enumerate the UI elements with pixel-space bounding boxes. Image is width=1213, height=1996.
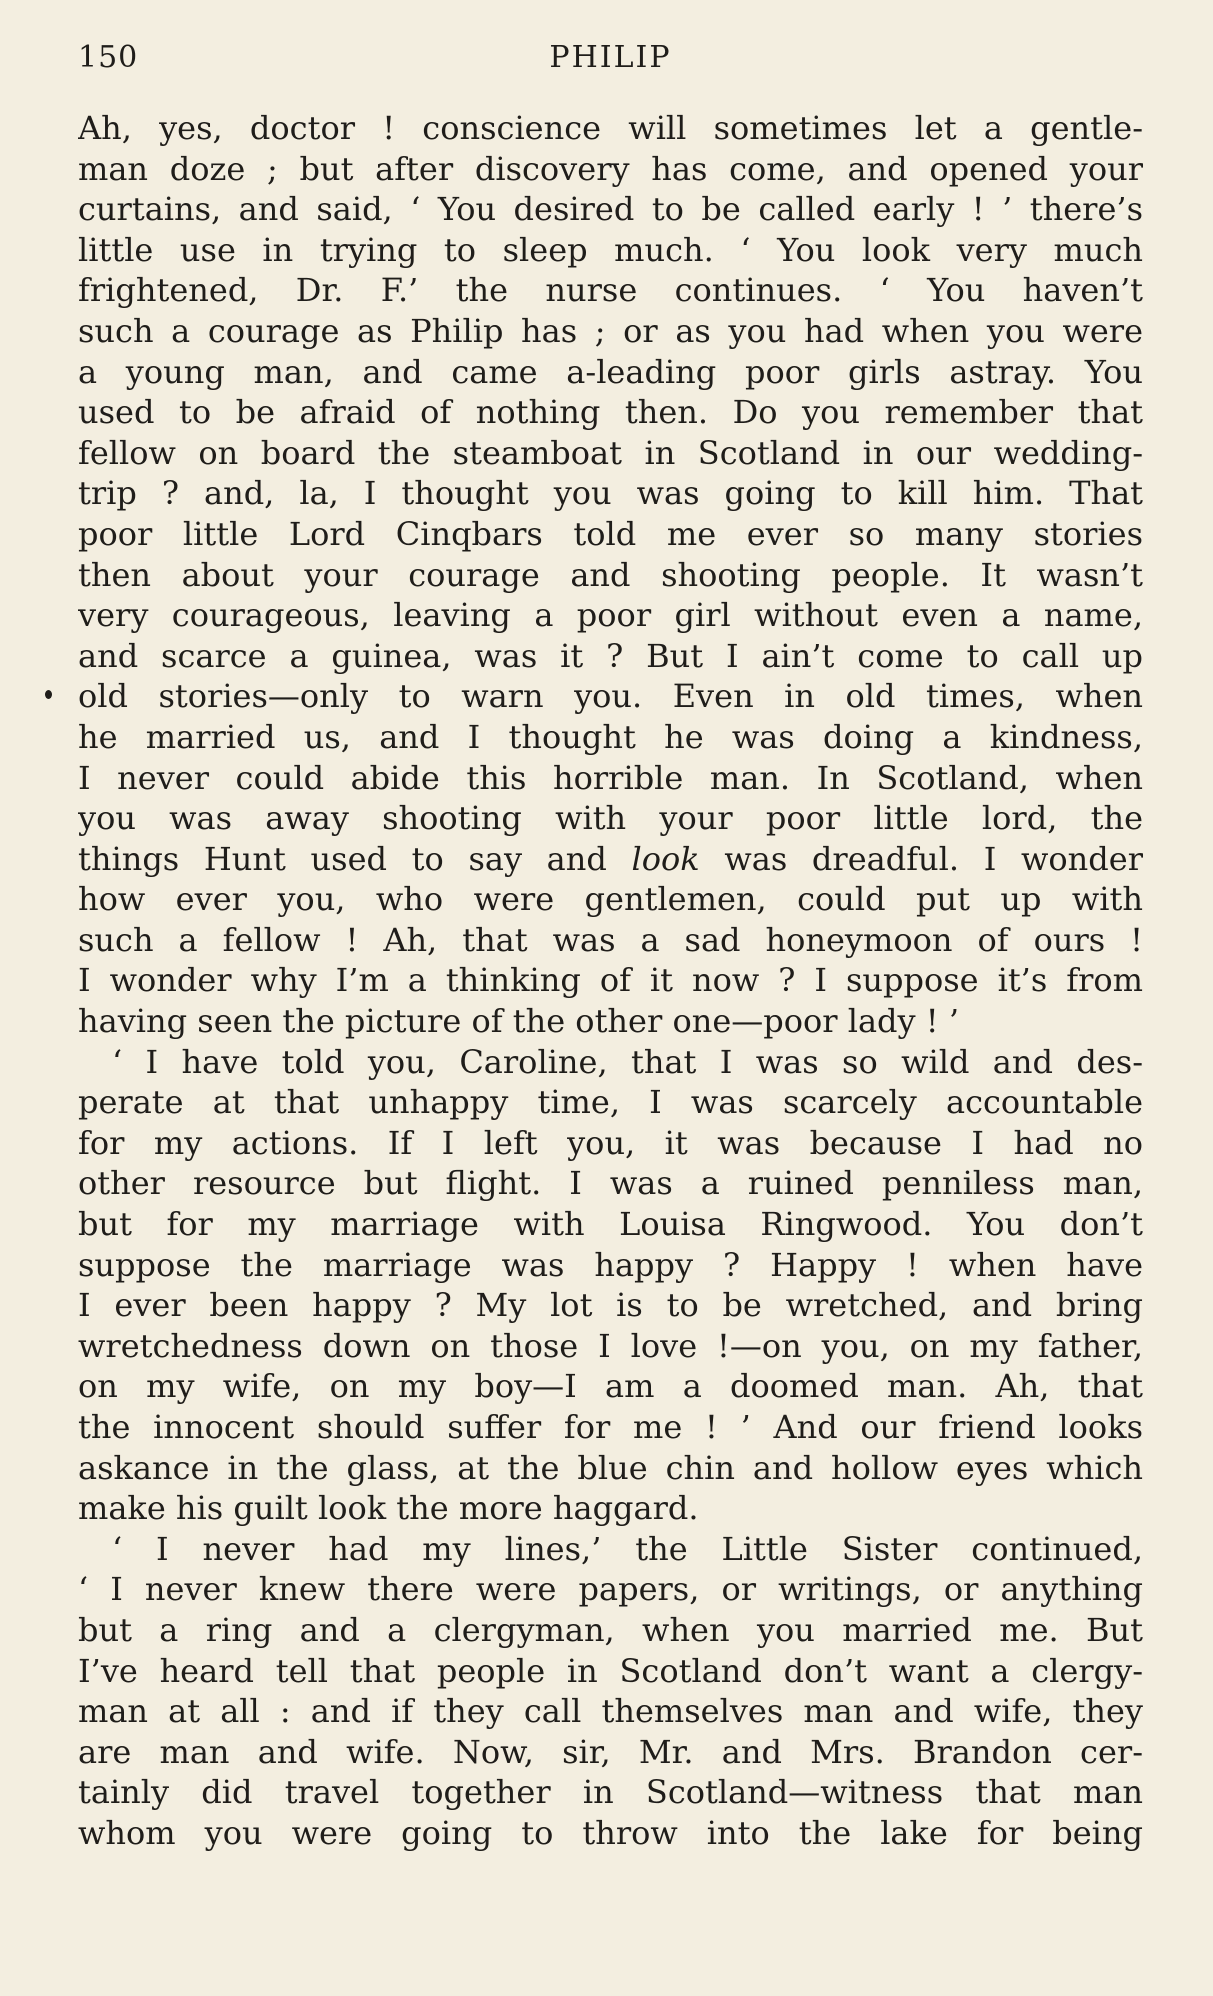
text-line: Ah, yes, doctor ! conscience will sometimes let a gentle-: [78, 109, 1143, 147]
text-line: such a courage as Philip has ; or as you had when you were: [78, 311, 1143, 350]
text-line: having seen the picture of the other one—poor lady ! ’: [78, 1002, 959, 1041]
text-line: on my wife, on my boy—I am a doomed man. Ah, that: [78, 1367, 1143, 1406]
text-line: man doze ; but after discovery has come, and opened your: [78, 149, 1143, 188]
text-line: wretchedness down on those I love !—on you, on my father,: [78, 1326, 1143, 1365]
text-line: used to be afraid of nothing then. Do you remember that: [78, 393, 1143, 432]
text-line: I never could abide this horrible man. In Scotland, when: [78, 758, 1143, 797]
text-line: frightened, Dr. F.’ the nurse continues. ‘ You haven’t: [78, 271, 1143, 310]
text-line: other resource but flight. I was a ruined penniless man,: [78, 1164, 1143, 1203]
text-line: ‘ I never knew there were papers, or writings, or anything: [78, 1570, 1143, 1609]
running-title: PHILIP: [549, 40, 672, 75]
text-line: suppose the marriage was happy ? Happy ! when have: [78, 1245, 1143, 1284]
text-line: askance in the glass, at the blue chin and hollow eyes which: [78, 1448, 1143, 1487]
text-line: ‘ I have told you, Caroline, that I was so wild and des-: [112, 1042, 1143, 1081]
text-line: but a ring and a clergyman, when you married me. But: [78, 1610, 1143, 1649]
text-line: whom you were going to throw into the lake for being: [78, 1813, 1143, 1852]
text-line: but for my marriage with Louisa Ringwood. You don’t: [78, 1205, 1143, 1244]
text-line: for my actions. If I left you, it was because I had no: [78, 1123, 1143, 1162]
text-line: I ever been happy ? My lot is to be wretched, and bring: [78, 1286, 1143, 1325]
italic-word: look: [631, 839, 700, 878]
text-line: tainly did travel together in Scotland—witness that man: [78, 1773, 1143, 1812]
text-run: things Hunt used to say and: [78, 839, 632, 878]
text-line: I’ve heard tell that people in Scotland don’t want a clergy-: [78, 1651, 1143, 1690]
text-line: how ever you, who were gentlemen, could put up with: [78, 880, 1143, 919]
text-line: little use in trying to sleep much. ‘ You look very much: [78, 230, 1143, 269]
text-line: a young man, and came a-leading poor girls astray. You: [78, 352, 1143, 391]
text-line: fellow on board the steamboat in Scotland in our wedding-: [78, 433, 1143, 472]
text-line: [78, 839, 1143, 880]
text-line: man at all : and if they call themselves man and wife, they: [78, 1692, 1143, 1731]
text-line: he married us, and I thought he was doing a kindness,: [78, 717, 1143, 756]
text-line: you was away shooting with your poor little lord, the: [78, 799, 1143, 838]
text-line: ‘ I never had my lines,’ the Little Sister continued,: [112, 1529, 1143, 1568]
ink-speck: [45, 690, 52, 699]
text-line: make his guilt look the more haggard.: [78, 1489, 699, 1528]
text-line: the innocent should suffer for me ! ’ And our friend looks: [78, 1408, 1143, 1446]
text-line: are man and wife. Now, sir, Mr. and Mrs. Brandon cer-: [78, 1732, 1143, 1771]
text-line: and scarce a guinea, was it ? But I ain’t come to call up: [78, 636, 1143, 675]
text-line: trip ? and, la, I thought you was going to kill him. That: [78, 474, 1143, 513]
body-text: [78, 108, 1143, 1854]
text-line: curtains, and said, ‘ You desired to be called early ! ’ there’s: [78, 190, 1143, 229]
text-line: very courageous, leaving a poor girl without even a name,: [78, 596, 1143, 635]
text-line: I wonder why I’m a thinking of it now ? I suppose it’s from: [78, 961, 1143, 1000]
text-run: was dreadful. I wonder: [699, 839, 1143, 878]
text-line: such a fellow ! Ah, that was a sad honeymoon of ours !: [78, 920, 1143, 959]
running-head: [78, 40, 1143, 88]
text-line: old stories—only to warn you. Even in old times, when: [78, 677, 1143, 716]
text-line: poor little Lord Cinqbars told me ever so many stories: [78, 514, 1143, 553]
book-page: [78, 40, 1143, 1854]
text-line: then about your courage and shooting people. It wasn’t: [78, 555, 1143, 594]
page-number: 150: [78, 40, 139, 75]
text-line: perate at that unhappy time, I was scarcely accountable: [78, 1083, 1143, 1122]
